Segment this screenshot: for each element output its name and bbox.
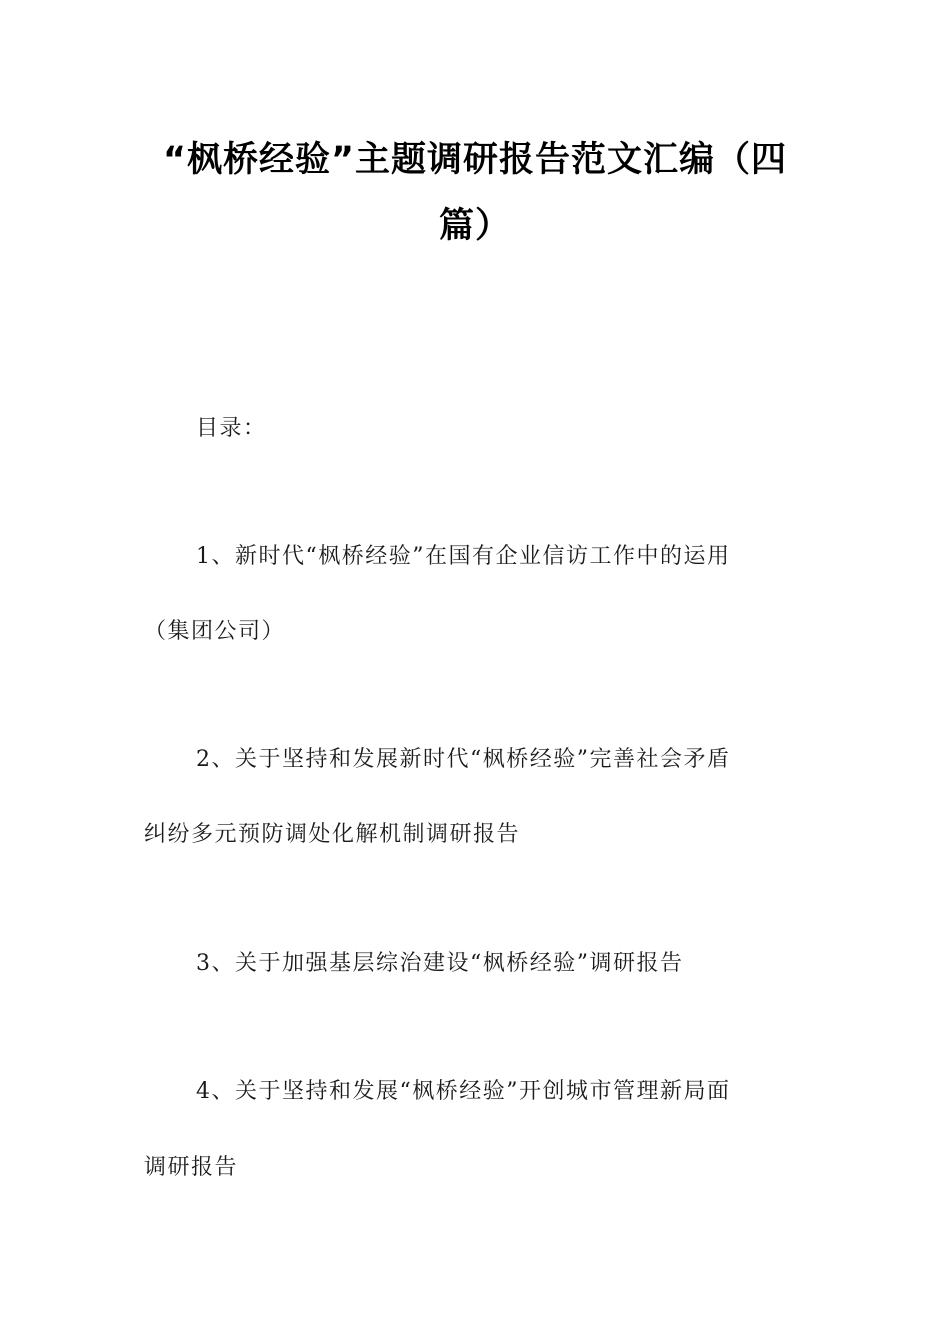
toc-label: 目录： bbox=[196, 416, 267, 441]
toc-item-3-line-1: 3、关于加强基层综治建设“枫桥经验”调研报告 bbox=[196, 951, 684, 976]
document-title-line-1: “枫桥经验”主题调研报告范文汇编（四 bbox=[162, 140, 787, 180]
toc-item-1-line-2: （集团公司） bbox=[144, 619, 286, 644]
toc-item-2-line-2: 纠纷多元预防调处化解机制调研报告 bbox=[144, 822, 521, 847]
document-title-line-2: 篇） bbox=[438, 206, 511, 246]
toc-item-4-line-2: 调研报告 bbox=[144, 1155, 239, 1180]
toc-item-2-line-1: 2、关于坚持和发展新时代“枫桥经验”完善社会矛盾 bbox=[196, 747, 731, 772]
toc-item-1-line-1: 1、新时代“枫桥经验”在国有企业信访工作中的运用 bbox=[196, 544, 731, 569]
toc-item-4-line-1: 4、关于坚持和发展“枫桥经验”开创城市管理新局面 bbox=[196, 1079, 731, 1104]
